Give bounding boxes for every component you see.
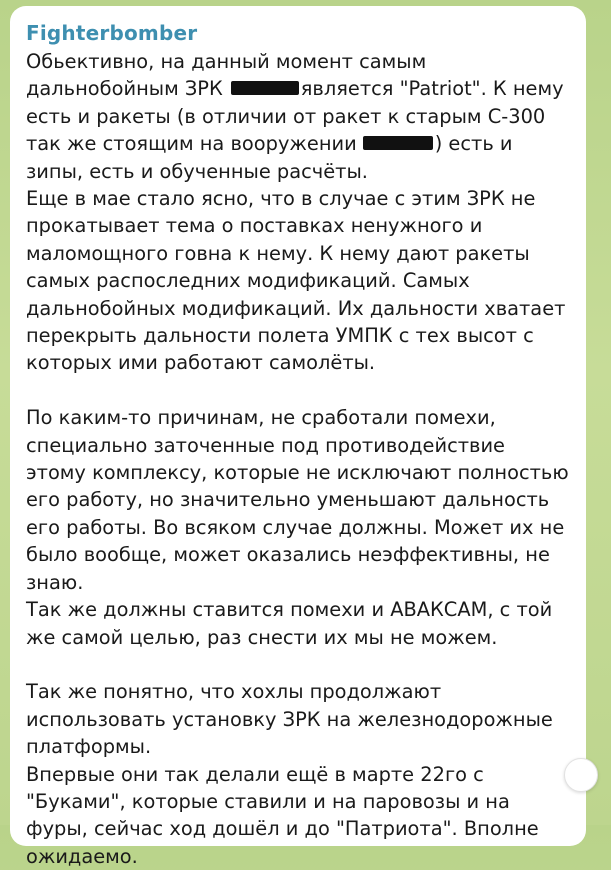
author-name[interactable]: Fighterbomber	[26, 21, 198, 45]
message-bubble	[10, 6, 586, 868]
scroll-down-button[interactable]	[564, 758, 598, 792]
paragraph-5: Так же понятно, что хохлы продолжают использовать установку ЗРК на железнодорожные платформы.	[26, 680, 553, 759]
message-text	[26, 48, 570, 870]
paragraph-4: Так же должны ставится помехи и АВАКСАМ, с той же самой целью, раз снести их мы не можем.	[26, 598, 553, 649]
paragraph-3: По каким-то причинам, не сработали помехи, специально заточенные под противодействие этому комплексу, которые не исключают полностью его работу, но значительно уменьшают дальность его работы. Во всяком случае должны. Может их не было вообще, может оказались неэффективны, не знаю.	[26, 406, 569, 594]
paragraph-6: Впервые они так делали ещё в марте 22го с "Буками", которые ставили и на паровозы и на фуры, сейчас ход дошёл и до "Патриота". Вполне ожидаемо.	[26, 762, 539, 868]
paragraph-2: Еще в мае стало ясно, что в случае с этим ЗРК не прокатывает тема о поставках ненужного и маломощного говна к нему. К нему дают ракеты самых распоследних модификаций. Самых дальнобойных модификаций. Их дальности хватает перекрыть дальности полета УМПК с тех высот с которых ими работают самолёты.	[26, 187, 566, 375]
paragraph-1-part-b: является "Patriot". К нему есть и ракеты (в отличии от ракет к старым С-300 так же стоящим на вооружении	[26, 77, 564, 156]
paragraph-1-part-a: Обьективно, на данный момент самым дальнобойным ЗРК	[26, 50, 427, 101]
redaction-bar	[231, 81, 299, 95]
paragraph-gap	[26, 377, 570, 404]
redaction-bar	[363, 136, 433, 150]
paragraph-1	[26, 48, 570, 185]
paragraph-1-part-c: ) есть и зипы, есть и обученные расчёты.	[26, 132, 513, 183]
paragraph-gap	[26, 651, 570, 678]
